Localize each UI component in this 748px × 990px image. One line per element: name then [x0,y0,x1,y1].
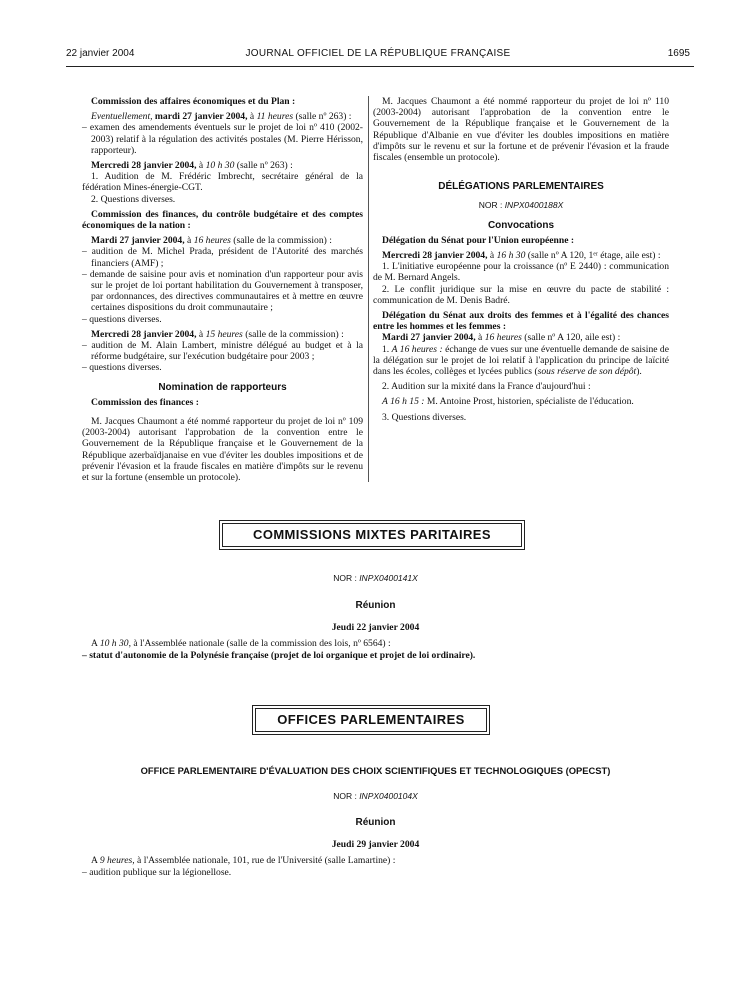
cmp-line: A 10 h 30, à l'Assemblée nationale (salle de la commission des lois, nº 6564) : [91,638,391,649]
cmp-heading: COMMISSIONS MIXTES PARITAIRES [222,523,522,547]
commission-fin-session2: Mercredi 28 janvier 2004, à 15 heures (salle de la commission) : [91,328,344,340]
commission-fin-item: – demande de saisine pour avis et nomination d'un rapporteur pour avis sur le projet de loi portant habilitation du Gouvernement à transposer, par ordonnances, des directives communautaires et à mettre en œuvre certaines dispositions du droit communautaire ; [82,268,363,314]
header-rule [66,66,694,67]
nomination-text-2: M. Jacques Chaumont a été nommé rapporteur du projet de loi nº 110 (2003-2004) autorisant l'approbation de la convention entre le Gouvernement de la République française et le Gouvernement de la République d'Albanie en vue d'éviter les doubles impositions en matière d'impôts sur le revenu et sur la fortune et de prévenir l'évasion et la fraude fiscales (ensemble un protocole). [373,96,669,164]
commission-eco-item: 1. Audition de M. Frédéric Imbrecht, secrétaire général de la fédération Mines-énergie-CGT. [82,171,363,194]
commission-fin-item: – questions diverses. [82,313,162,325]
offices-date: Jeudi 29 janvier 2004 [331,839,420,850]
column-divider [368,96,369,482]
commission-eco-session2: Mercredi 28 janvier 2004, à 10 h 30 (salle nº 263) : [91,160,293,172]
right-column [373,96,669,423]
delegation-ue-session: Mercredi 28 janvier 2004, à 16 h 30 (salle nº A 120, 1ᵉʳ étage, aile est) : [382,250,661,262]
cmp-heading-box [219,520,525,550]
delegation-ue-title: Délégation du Sénat pour l'Union européenne : [382,234,575,246]
commission-eco-title: Commission des affaires économiques et du Plan : [91,96,296,107]
offices-item: – audition publique sur la légionellose. [82,867,232,878]
cmp-reunion: Réunion [355,600,396,611]
commission-eco-session1: Eventuellement, mardi 27 janvier 2004, à 11 heures (salle nº 263) : [91,111,352,123]
offices-reunion: Réunion [355,817,396,828]
cmp-date: Jeudi 22 janvier 2004 [331,622,420,633]
commission-eco-item: – examen des amendements éventuels sur le projet de loi nº 410 (2002-2003) relatif à la régulation des activités postales (M. Pierre Hérisson, rapporteur). [82,122,363,156]
delegation-ue-item: 1. L'initiative européenne pour la croissance (nº E 2440) : communication de M. Bernard Angels. [373,261,669,284]
journal-title: JOURNAL OFFICIEL DE LA RÉPUBLIQUE FRANÇAISE [245,48,511,59]
delegation-femmes-item: A 16 h 15 : M. Antoine Prost, historien, spécialiste de l'éducation. [382,396,634,408]
delegation-femmes-session: Mardi 27 janvier 2004, à 16 heures (salle nº A 120, aile est) : [382,332,621,344]
nomination-subheading: Commission des finances : [91,396,199,408]
nomination-heading: Nomination de rapporteurs [158,381,287,393]
delegation-femmes-item: 3. Questions diverses. [382,411,467,423]
delegation-femmes-title: Délégation du Sénat aux droits des femmes et à l'égalité des chances entre les hommes et les femmes : [373,310,669,333]
page-number: 1695 [667,48,690,59]
commission-fin-item: – questions diverses. [82,362,162,374]
delegations-heading: DÉLÉGATIONS PARLEMENTAIRES [438,181,604,193]
commission-eco-item: 2. Questions diverses. [91,193,176,205]
cmp-nor: NOR : INPX0400141X [333,573,418,583]
opecst-title: OFFICE PARLEMENTAIRE D'ÉVALUATION DES CHOIX SCIENTIFIQUES ET TECHNOLOGIQUES (OPECST) [140,765,611,776]
delegation-femmes-item: 2. Audition sur la mixité dans la France d'aujourd'hui : [382,381,591,393]
delegation-ue-item: 2. Le conflit juridique sur la mise en œuvre du pacte de stabilité : communication de M. Denis Badré. [373,283,669,306]
offices-heading: OFFICES PARLEMENTAIRES [255,708,487,732]
cmp-item: – statut d'autonomie de la Polynésie française (projet de loi organique et projet de loi ordinaire). [82,650,476,661]
page-header [66,48,690,64]
commission-fin-item: – audition de M. Alain Lambert, ministre délégué au budget et à la réforme budgétaire, sur l'exécution budgétaire pour 2003 ; [82,340,363,363]
offices-heading-box [252,705,490,735]
convocations-heading: Convocations [487,219,555,231]
commission-fin-session1: Mardi 27 janvier 2004, à 16 heures (salle de la commission) : [91,235,332,247]
nomination-text: M. Jacques Chaumont a été nommé rapporteur du projet de loi nº 109 (2003-2004) autorisant l'approbation de la convention entre le Gouvernement de la République française et le Gouvernement de la République azerbaïdjanaise en vue d'éviter les doubles impositions et de prévenir l'évasion et la fraude fiscales en matière d'impôts sur le revenu et sur la fortune (ensemble un protocole). [82,416,363,484]
delegations-nor: NOR : INPX0400188X [478,200,564,211]
offices-nor: NOR : INPX0400104X [333,791,418,801]
offices-line: A 9 heures, à l'Assemblée nationale, 101, rue de l'Université (salle Lamartine) : [91,855,396,866]
delegation-femmes-item: 1. A 16 heures : échange de vues sur une éventuelle demande de saisine de la délégation sur le projet de loi relatif à l'application du principe de laïcité dans les écoles, collèges et lycées publics (sous réserve de son dépôt). [373,343,669,378]
commission-fin-title: Commission des finances, du contrôle budgétaire et des comptes économiques de la nation : [82,208,363,232]
header-date: 22 janvier 2004 [66,48,135,59]
left-column [82,96,363,483]
commission-fin-item: – audition de M. Michel Prada, président de l'Autorité des marchés financiers (AMF) ; [82,246,363,269]
